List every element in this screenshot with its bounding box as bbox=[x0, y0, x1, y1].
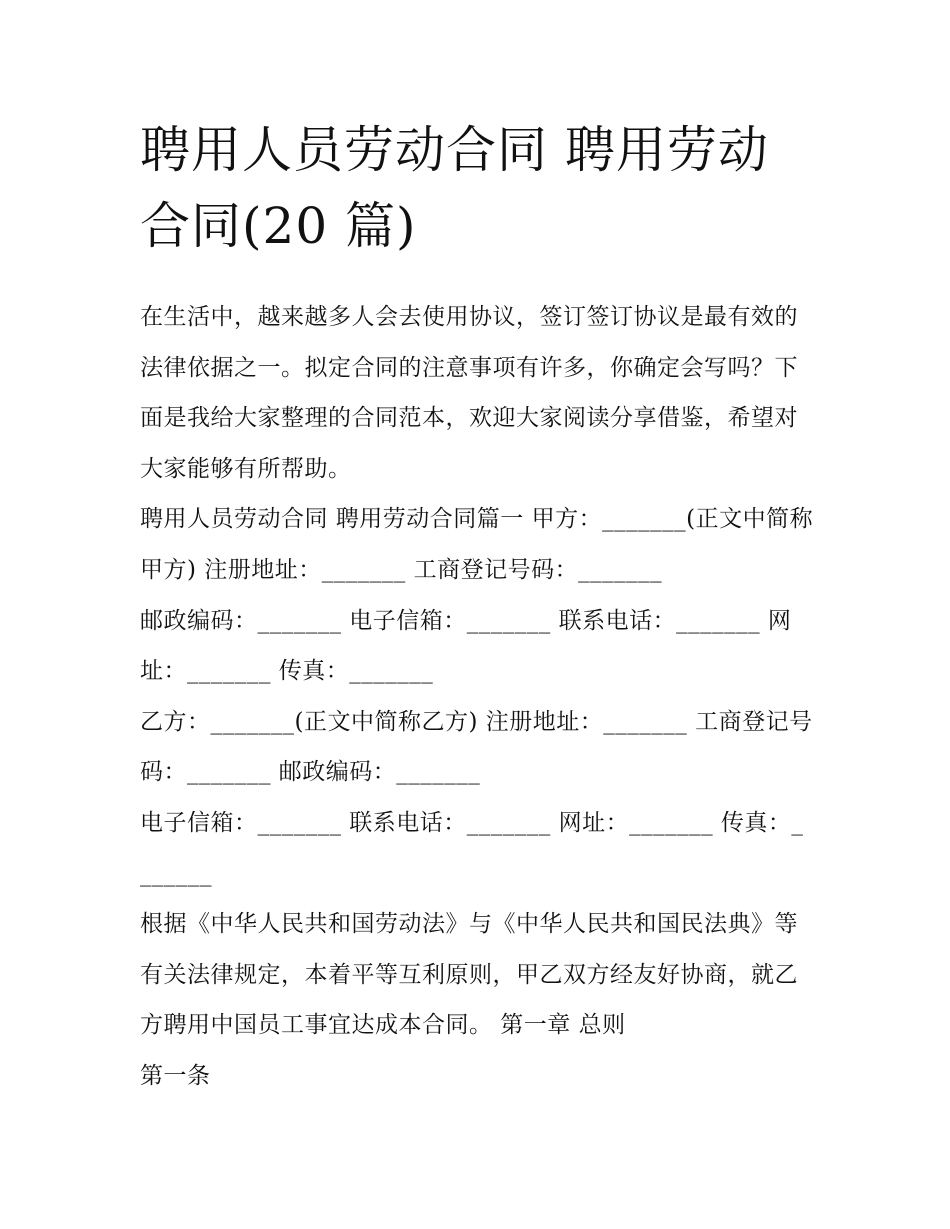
party-a-contact: 邮政编码：_______ 电子信箱：_______ 联系电话：_______ 网址：_______ 传真：_______ bbox=[140, 607, 792, 685]
legal-basis-paragraph: 根据《中华人民共和国劳动法》与《中华人民共和国民法典》等有关法律规定，本着平等互利原则，甲乙双方经友好协商，就乙方聘用中国员工事宜达成本合同。 第一章 总则 bbox=[140, 911, 798, 1039]
document-page bbox=[140, 112, 815, 1102]
article-one-heading: 第一条 bbox=[140, 1062, 211, 1089]
party-b-contact: 电子信箱：_______ 联系电话：_______ 网址：_______ 传真：_______ bbox=[140, 809, 804, 887]
party-a-info: 聘用人员劳动合同 聘用劳动合同篇一 甲方：_______(正文中简称甲方) 注册地址：_______ 工商登记号码：_______ bbox=[140, 506, 814, 583]
party-b-info: 乙方：_______(正文中简称乙方) 注册地址：_______ 工商登记号码：_______ 邮政编码：_______ bbox=[140, 708, 813, 786]
document-title: 聘用人员劳动合同 聘用劳动合同(20 篇) bbox=[140, 121, 769, 255]
intro-paragraph: 在生活中，越来越多人会去使用协议，签订签订协议是最有效的法律依据之一。拟定合同的注意事项有许多，你确定会写吗？下面是我给大家整理的合同范本，欢迎大家阅读分享借鉴，希望对大家能够有所帮助。 bbox=[140, 304, 798, 482]
